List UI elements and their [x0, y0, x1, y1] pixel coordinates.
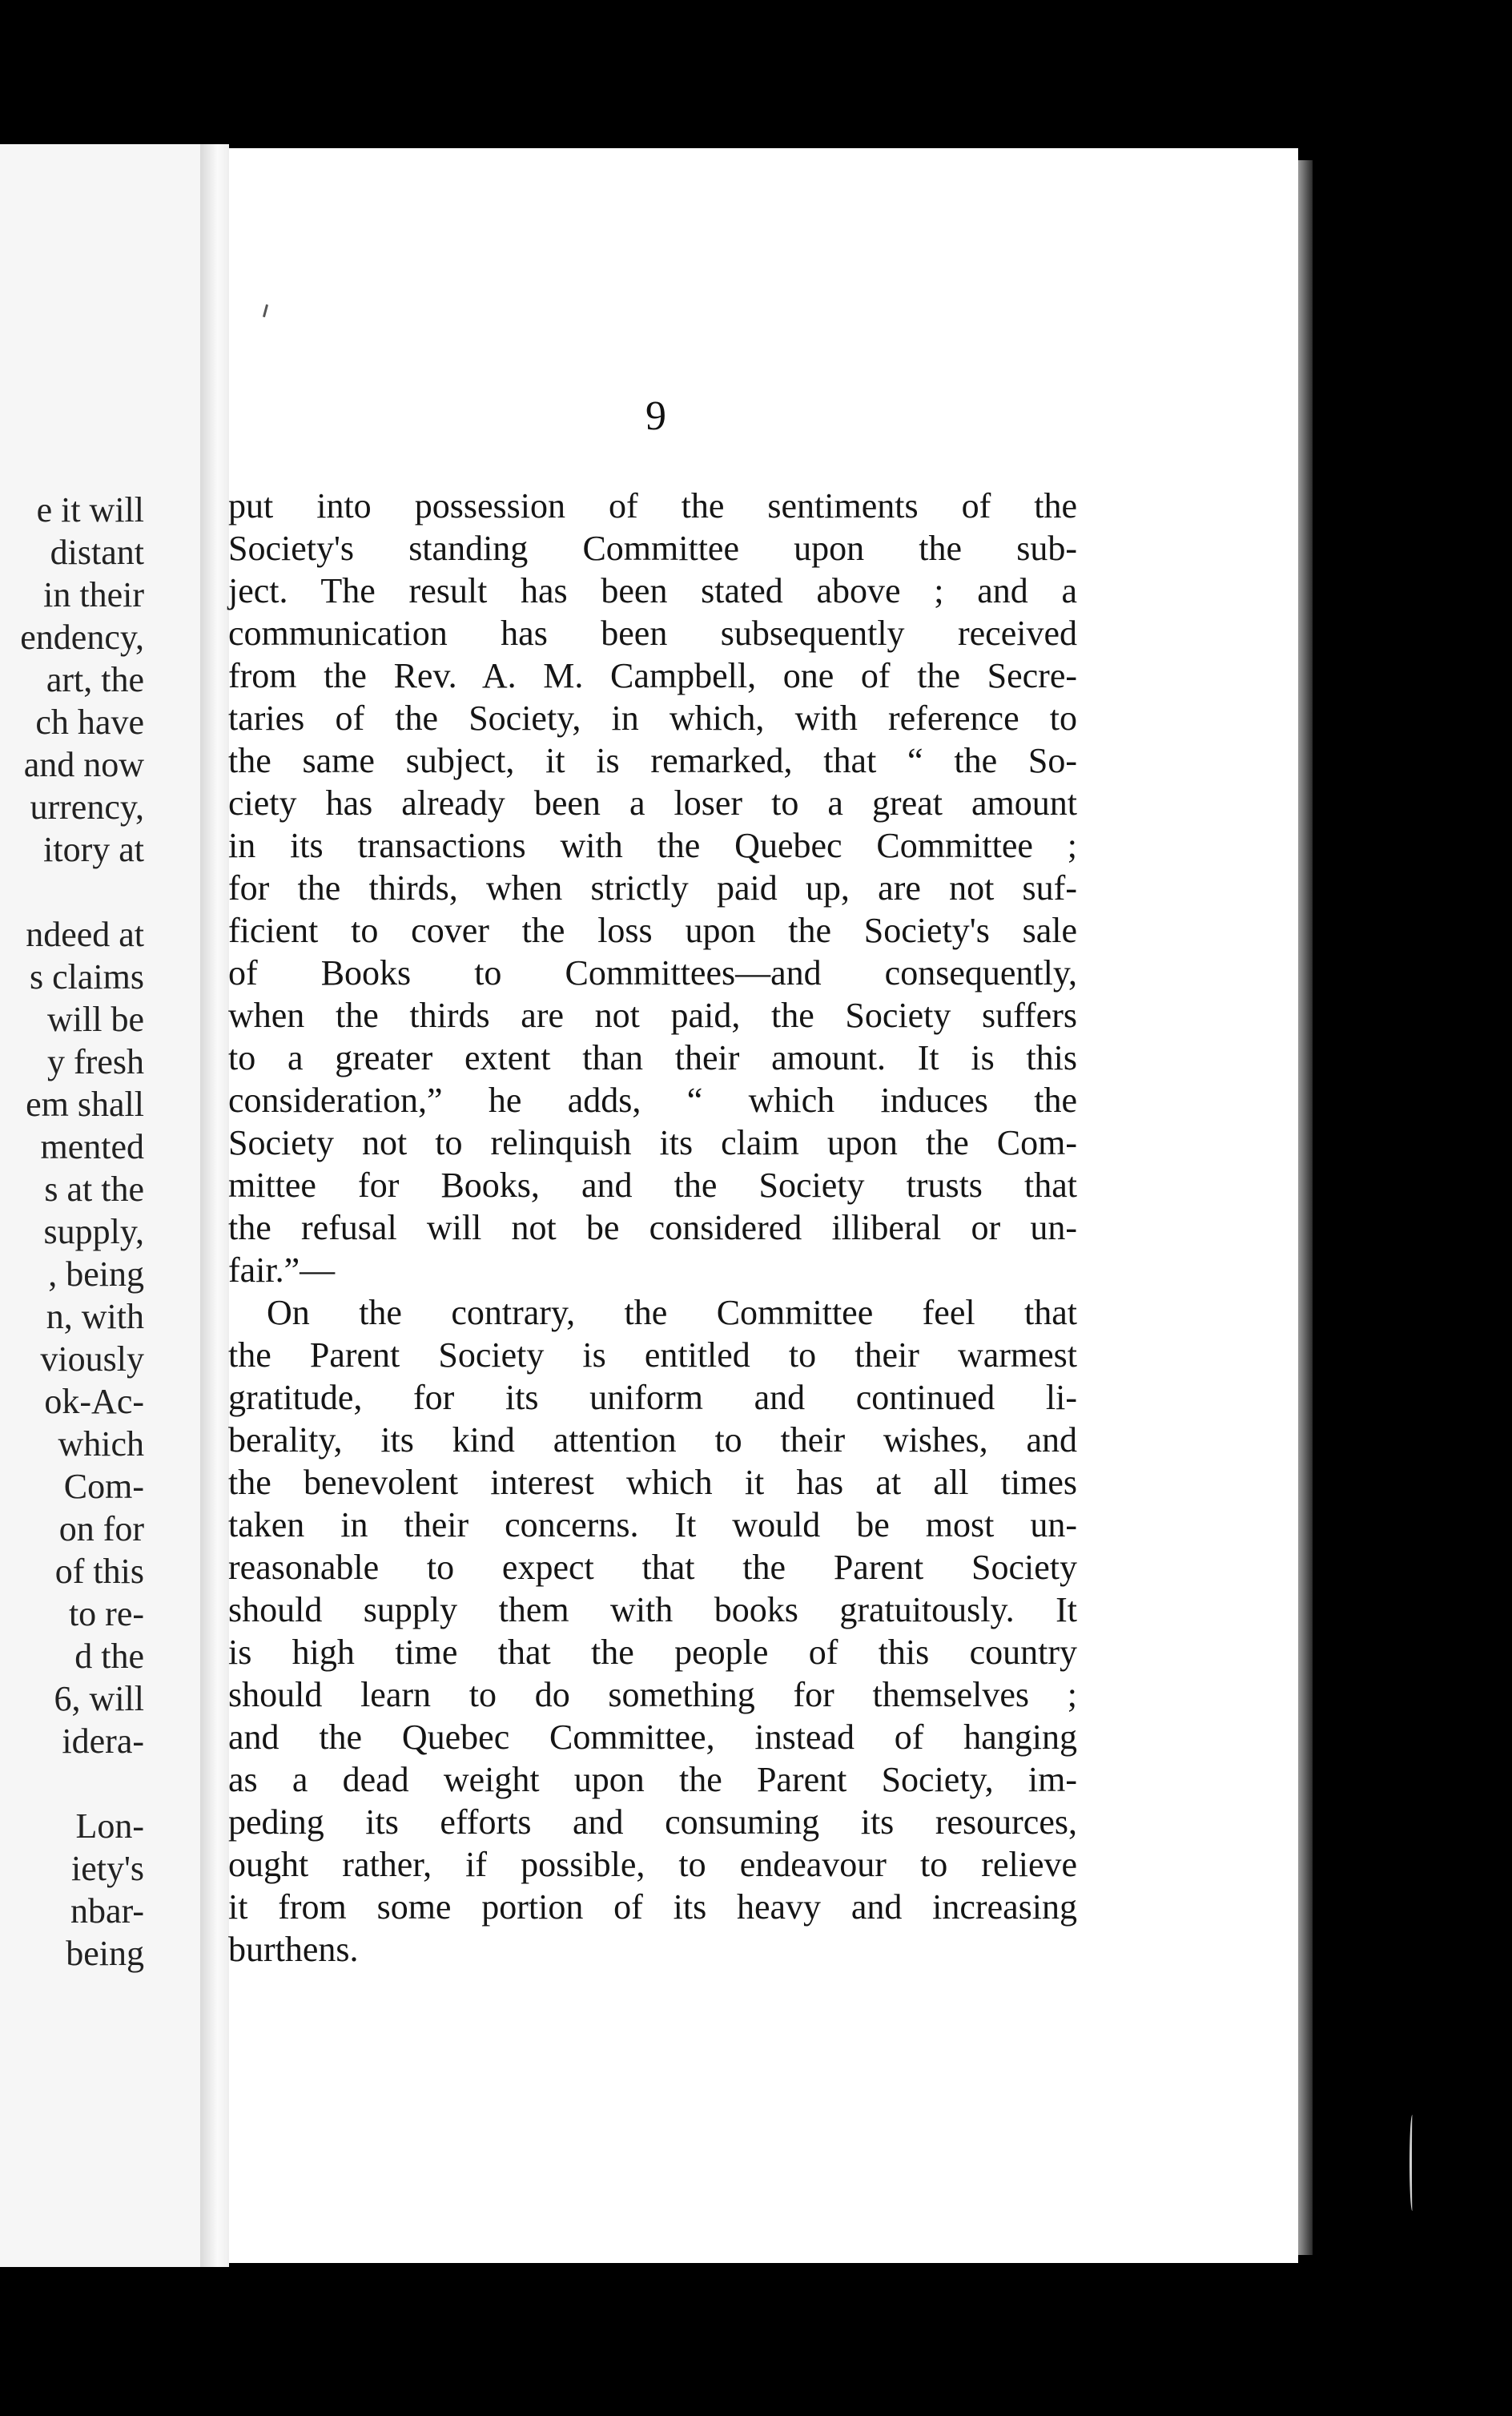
text-line: consideration,” he adds, “ which induces the — [228, 1081, 1077, 1120]
left-page-line: iety's — [70, 1849, 144, 1888]
text-line: gratitude, for its uniform and continued li- — [228, 1378, 1077, 1417]
left-page-text-column — [0, 489, 144, 1975]
margin-mark — [1409, 2115, 1415, 2211]
text-line: Society not to relinquish its claim upon the Com- — [228, 1123, 1077, 1162]
text-line: of Books to Committees—and consequently, — [228, 953, 1077, 993]
body-text — [228, 485, 1077, 1971]
left-page-line: Lon- — [75, 1806, 144, 1846]
text-line: ficient to cover the loss upon the Society's sale — [228, 911, 1077, 950]
text-line: taries of the Society, in which, with reference to — [228, 699, 1077, 738]
left-page-line: 6, will — [54, 1679, 144, 1718]
text-line: for the thirds, when strictly paid up, are not suf- — [228, 868, 1077, 908]
text-line: On the contrary, the Committee feel that — [267, 1293, 1077, 1332]
text-line: taken in their concerns. It would be most un- — [228, 1505, 1077, 1544]
text-line: mittee for Books, and the Society trusts that — [228, 1166, 1077, 1205]
text-line: when the thirds are not paid, the Society suffers — [228, 996, 1077, 1035]
left-page-line: d the — [74, 1637, 144, 1676]
text-line: and the Quebec Committee, instead of hanging — [228, 1717, 1077, 1757]
left-page-line: ndeed at — [26, 915, 144, 954]
page-edge — [1298, 160, 1313, 2255]
left-page-line: ch have — [35, 703, 144, 742]
left-page-line: viously — [40, 1339, 144, 1379]
left-page-line: , being — [48, 1254, 144, 1294]
left-page-line: idera- — [62, 1721, 144, 1761]
book-spine — [200, 144, 229, 2267]
text-line: communication has been subsequently received — [228, 614, 1077, 653]
left-page-line: in their — [43, 575, 144, 614]
text-line: the same subject, it is remarked, that “ the So- — [228, 741, 1077, 780]
left-page-line: of this — [54, 1552, 144, 1591]
left-page-line: art, the — [46, 660, 144, 699]
left-page-line: to re- — [68, 1594, 144, 1633]
text-line: in its transactions with the Quebec Committee ; — [228, 826, 1077, 865]
text-line: put into possession of the sentiments of the — [228, 486, 1077, 525]
text-line: Society's standing Committee upon the sub- — [228, 529, 1077, 568]
left-page-line: itory at — [43, 830, 144, 869]
text-line: fair.”— — [228, 1250, 336, 1290]
left-page-line — [0, 871, 144, 913]
text-line: should learn to do something for themselves ; — [228, 1675, 1077, 1714]
page-number: 9 — [645, 393, 667, 439]
left-page-line: y fresh — [47, 1042, 144, 1081]
left-page-line: s at the — [44, 1170, 144, 1209]
text-line: to a greater extent than their amount. It is this — [228, 1038, 1077, 1077]
text-line: burthens. — [228, 1930, 359, 1969]
left-page-line: s claims — [30, 957, 144, 997]
left-page-line: n, with — [46, 1297, 144, 1336]
left-page-line: nbar- — [70, 1891, 144, 1931]
left-page-line: ok-Ac- — [44, 1382, 144, 1421]
text-line: is high time that the people of this country — [228, 1633, 1077, 1672]
text-line: peding its efforts and consuming its resources, — [228, 1802, 1077, 1842]
left-page-line: distant — [50, 533, 144, 572]
left-page-line: endency, — [20, 618, 144, 657]
text-line: from the Rev. A. M. Campbell, one of the Secre- — [228, 656, 1077, 695]
left-page-line — [0, 1762, 144, 1805]
text-line: the benevolent interest which it has at all times — [228, 1463, 1077, 1502]
text-line: ought rather, if possible, to endeavour to relieve — [228, 1845, 1077, 1884]
left-page-line: being — [66, 1934, 144, 1973]
text-line: the Parent Society is entitled to their warmest — [228, 1335, 1077, 1375]
left-page-line: e it will — [36, 490, 144, 530]
text-line: ject. The result has been stated above ; and a — [228, 571, 1077, 610]
left-page-line: supply, — [43, 1212, 144, 1251]
text-line: ciety has already been a loser to a great amount — [228, 783, 1077, 823]
left-page-line: mented — [40, 1127, 144, 1166]
left-page — [0, 144, 200, 2267]
left-page-line: Com- — [63, 1467, 144, 1506]
left-page-line: em shall — [26, 1085, 144, 1124]
left-page-line: urrency, — [30, 787, 144, 827]
left-page-line: will be — [47, 1000, 144, 1039]
text-line: as a dead weight upon the Parent Society, im- — [228, 1760, 1077, 1799]
text-line: it from some portion of its heavy and increasing — [228, 1887, 1077, 1927]
text-line: berality, its kind attention to their wishes, and — [228, 1420, 1077, 1460]
text-line: reasonable to expect that the Parent Society — [228, 1548, 1077, 1587]
left-page-line: which — [58, 1424, 144, 1464]
left-page-line: on for — [58, 1509, 144, 1548]
text-line: the refusal will not be considered illiberal or un- — [228, 1208, 1077, 1247]
left-page-line: and now — [23, 745, 144, 784]
text-line: should supply them with books gratuitously. It — [228, 1590, 1077, 1629]
